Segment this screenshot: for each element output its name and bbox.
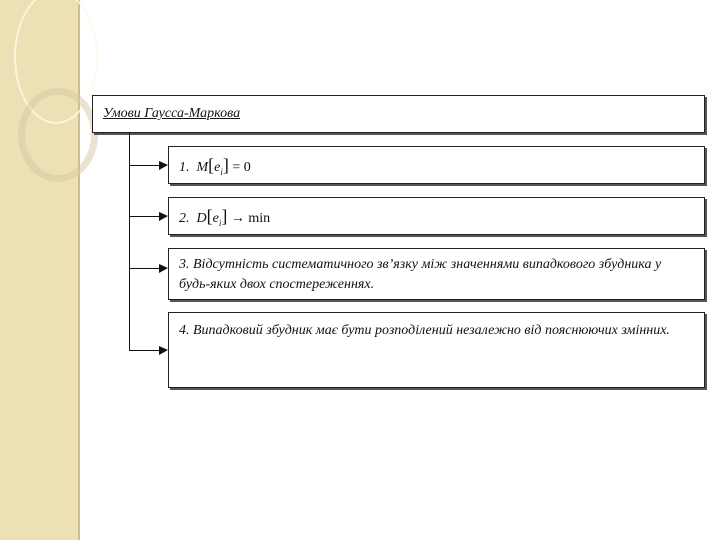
- decorative-sidebar: [0, 0, 80, 540]
- variable: e: [214, 160, 221, 175]
- condition-2: 2. $D[e_i] \to \min$: [168, 197, 705, 235]
- arrow-icon: [130, 165, 166, 166]
- arrow-icon: [130, 216, 166, 217]
- arrow-icon: [130, 268, 166, 269]
- decorative-ring-icon: [18, 88, 98, 182]
- operator: D: [196, 211, 207, 226]
- diagram-title: Умови Гаусса-Маркова: [92, 95, 705, 133]
- condition-1: 1. $M[e_i] = 0$: [168, 146, 705, 184]
- condition-number: 2.: [179, 211, 190, 226]
- condition-3: 3. Відсутність систематичного зв’язку між значеннями випадкового збудника у будь-яких двох спостереженнях.: [168, 248, 705, 300]
- rhs: → min: [230, 211, 271, 226]
- condition-4: 4. Випадковий збудник має бути розподілений незалежно від пояснюючих змінних.: [168, 312, 705, 388]
- condition-number: 1.: [179, 160, 190, 175]
- subscript: i: [218, 217, 222, 228]
- arrow-icon: [130, 350, 166, 351]
- variable: e: [212, 211, 219, 226]
- operator: M: [196, 160, 209, 175]
- subscript: i: [220, 166, 223, 177]
- rhs: = 0: [232, 160, 251, 175]
